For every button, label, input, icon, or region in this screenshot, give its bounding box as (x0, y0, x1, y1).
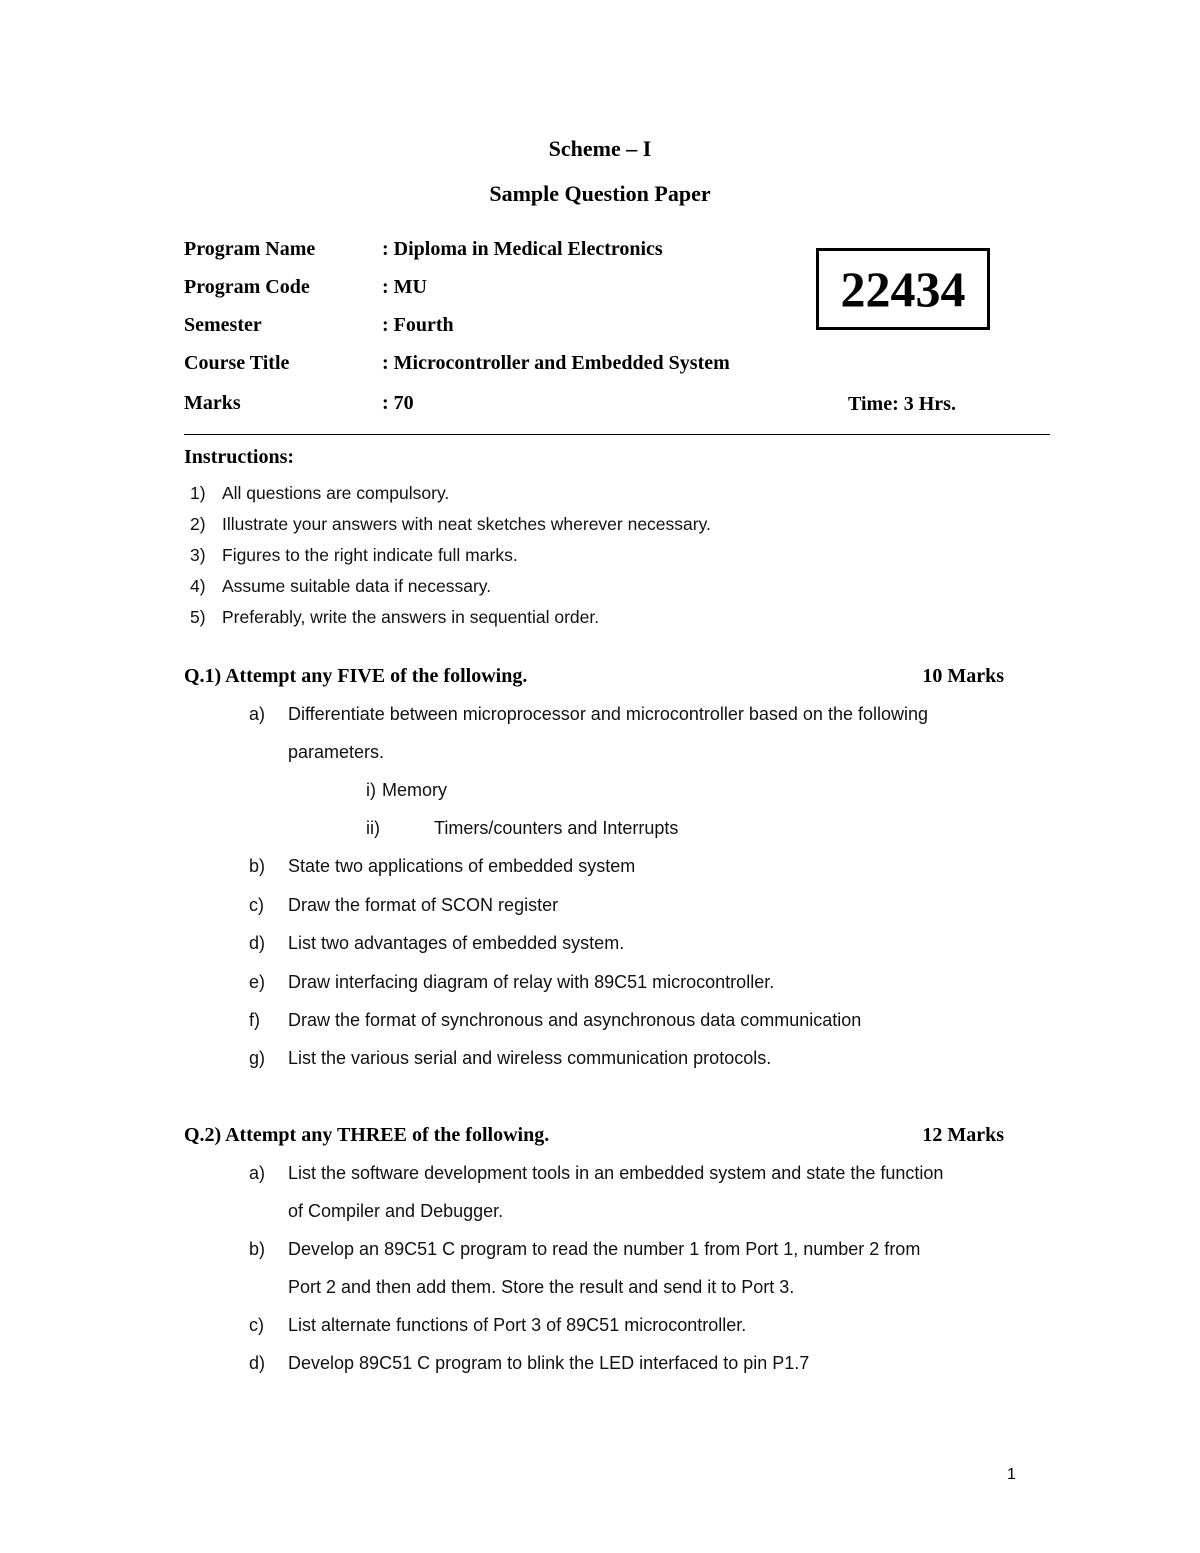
instruction-item (0, 514, 1200, 538)
q2-item-label: c) (249, 1315, 264, 1335)
q1-item-text: List the various serial and wireless communication protocols. (288, 1048, 772, 1068)
instruction-number: 2) (190, 514, 206, 534)
page-number: 1 (1007, 1466, 1016, 1483)
q2-marks: 12 Marks (922, 1124, 1004, 1146)
instruction-number: 4) (190, 576, 206, 596)
q2-heading: Q.2) Attempt any THREE of the following. (184, 1124, 550, 1146)
q2-item-text: List the software development tools in an embedded system and state the function (288, 1163, 944, 1183)
instruction-number: 3) (190, 545, 206, 565)
instruction-number: 1) (190, 483, 206, 503)
course-code: 22434 (840, 261, 966, 317)
paper-title: Sample Question Paper (489, 181, 711, 206)
q1-item-text: Draw interfacing diagram of relay with 89C51 microcontroller. (288, 972, 775, 992)
q2-item-text-cont: of Compiler and Debugger. (288, 1201, 504, 1221)
instruction-item (0, 576, 1200, 600)
semester-label: Semester (184, 314, 262, 336)
instruction-text: Assume suitable data if necessary. (222, 576, 492, 596)
q1-item-text: Differentiate between microprocessor and microcontroller based on the following (288, 704, 929, 724)
instruction-item (0, 545, 1200, 569)
q1-item-label: c) (249, 895, 264, 915)
course-title-label: Course Title (184, 352, 290, 374)
exam-time: Time: 3 Hrs. (848, 393, 956, 415)
q1-marks: 10 Marks (922, 665, 1004, 687)
marks-label: Marks (184, 392, 241, 414)
marks-value: : 70 (382, 392, 414, 414)
q2-item-text: Develop 89C51 C program to blink the LED interfaced to pin P1.7 (288, 1353, 810, 1373)
q1-item-label: a) (249, 704, 266, 724)
instruction-number: 5) (190, 607, 206, 627)
course-code-box (816, 248, 990, 330)
instructions-heading: Instructions: (184, 446, 295, 468)
q2-item-label: b) (249, 1239, 266, 1259)
q1-subitem-text: Timers/counters and Interrupts (434, 818, 679, 838)
q1-item-label: g) (249, 1048, 266, 1068)
q1-item-label: e) (249, 972, 266, 992)
q1-item-text: Draw the format of SCON register (288, 895, 559, 915)
semester-value: : Fourth (382, 314, 454, 336)
q1-item-label: b) (249, 856, 266, 876)
q2-item-text-cont: Port 2 and then add them. Store the result and send it to Port 3. (288, 1277, 795, 1297)
q1-item-text-cont: parameters. (288, 742, 385, 762)
instruction-text: Preferably, write the answers in sequential order. (222, 607, 600, 627)
q2-item-label: a) (249, 1163, 266, 1183)
q1-item-label: f) (249, 1010, 260, 1030)
q1-item-label: d) (249, 933, 266, 953)
q1-subitem-text: Memory (382, 780, 448, 800)
instruction-text: Illustrate your answers with neat sketches wherever necessary. (222, 514, 711, 534)
q1-subitem-label: i) (366, 780, 376, 800)
course-title-value: : Microcontroller and Embedded System (382, 352, 730, 374)
q2-item-text: List alternate functions of Port 3 of 89C51 microcontroller. (288, 1315, 747, 1335)
instruction-item (0, 607, 1200, 631)
program-code-label: Program Code (184, 276, 310, 298)
q2-item-text: Develop an 89C51 C program to read the number 1 from Port 1, number 2 from (288, 1239, 921, 1259)
header-divider (184, 434, 1050, 435)
q1-heading: Q.1) Attempt any FIVE of the following. (184, 665, 528, 687)
q1-item-text: Draw the format of synchronous and asynchronous data communication (288, 1010, 862, 1030)
q1-subitem-label: ii) (366, 818, 380, 838)
q2-item-label: d) (249, 1353, 266, 1373)
q1-item-text: State two applications of embedded system (288, 856, 636, 876)
q1-item-text: List two advantages of embedded system. (288, 933, 625, 953)
scheme-title: Scheme – I (548, 136, 652, 161)
program-name-value: : Diploma in Medical Electronics (382, 238, 663, 260)
program-name-label: Program Name (184, 238, 316, 260)
instruction-item (0, 483, 1200, 507)
instruction-text: All questions are compulsory. (222, 483, 450, 503)
program-code-value: : MU (382, 276, 427, 298)
instruction-text: Figures to the right indicate full marks. (222, 545, 518, 565)
